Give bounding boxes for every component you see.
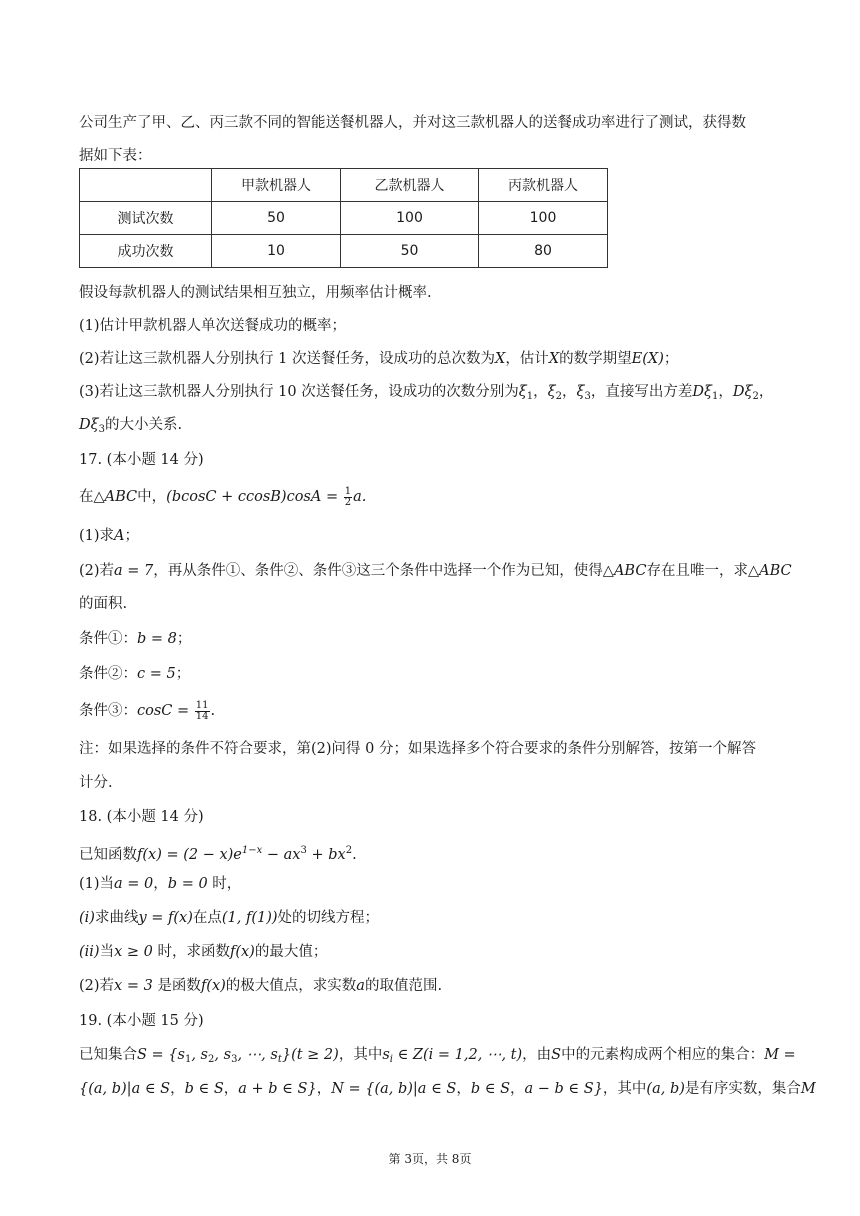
q17-condition-1: 条件①：b = 8；	[79, 631, 192, 647]
table-cell: 10	[212, 235, 341, 268]
q18-part-1-ii: (ii)当x ≥ 0 时，求函数f(x)的最大值；	[79, 944, 328, 960]
intro-line-2: 据如下表：	[79, 148, 152, 164]
q17-part-1: (1)求A；	[79, 528, 140, 544]
q19-line-1: 已知集合$S = \{s_1$, $s_2$, $s_3$, ⋯, $s_t\}(t \ge 2)$，其中$s_i$ ∈ Z(i = 1,2, ⋯, t)，由S中的元素构成两个相应的集合：M =	[79, 1047, 796, 1065]
q19-line-2: {(a, b)|a ∈ S，b ∈ S，a + b ∈ S}，N = {(a, b)|a ∈ S，b ∈ S，a − b ∈ S}，其中(a, b)是有序实数，集合M	[79, 1081, 816, 1097]
q19-header: 19. (本小题 15 分)	[79, 1013, 204, 1029]
table-cell: 成功次数	[80, 235, 212, 268]
table-cell: 测试次数	[80, 202, 212, 235]
table-row	[80, 202, 608, 235]
q17-condition-3: 条件③：cosC = $\frac{11}{14}$ .	[79, 699, 216, 722]
table-cell: 50	[212, 202, 341, 235]
q18-part-1-i: (i)求曲线y = f(x)在点(1, f(1))处的切线方程；	[79, 910, 380, 926]
table-row	[80, 235, 608, 268]
robot-test-table	[79, 168, 608, 268]
table-header-cell: 甲款机器人	[212, 169, 341, 202]
table-header-row	[80, 169, 608, 202]
table-cell: 100	[479, 202, 608, 235]
q17-note-1: 注：如果选择的条件不符合要求，第(2)问得 0 分；如果选择多个符合要求的条件分别解答，按第一个解答	[79, 741, 756, 757]
table-cell: 100	[341, 202, 479, 235]
q17-condition: 在△ABC中，(bcosC + ccosB)cosA = $\frac{1}{2}$ a.	[79, 485, 367, 508]
fraction-eleven-fourteenths: $\frac{11}{14}$	[195, 699, 209, 722]
fraction-half: $\frac{1}{2}$	[344, 485, 352, 508]
page-footer: 第 3页，共 8页	[388, 1152, 472, 1166]
table-cell: 80	[479, 235, 608, 268]
table-header-cell: 丙款机器人	[479, 169, 608, 202]
q17-part-2-cont: 的面积.	[79, 596, 128, 612]
q16-part-1: (1)估计甲款机器人单次送餐成功的概率；	[79, 318, 347, 334]
q17-header: 17. (本小题 14 分)	[79, 452, 204, 468]
table-cell: 50	[341, 235, 479, 268]
q16-part-3-cont: $D\xi_3$的大小关系.	[79, 417, 183, 435]
intro-line-1: 公司生产了甲、乙、丙三款不同的智能送餐机器人，并对这三款机器人的送餐成功率进行了测试，获得数	[79, 115, 746, 131]
q17-condition-2: 条件②：c = 5；	[79, 666, 191, 682]
q18-given: 已知函数$f(x) = (2 - x)e^{1-x} - ax^3 + bx^2$.	[79, 845, 357, 863]
q16-part-3: (3)若让这三款机器人分别执行 10 次送餐任务，设成功的次数分别为$\xi_1$，$\xi_2$，$\xi_3$，直接写出方差$D\xi_1$，$D\xi_2$，	[79, 384, 774, 402]
table-header-cell	[80, 169, 212, 202]
q18-header: 18. (本小题 14 分)	[79, 809, 204, 825]
q17-part-2: (2)若a = 7，再从条件①、条件②、条件③这三个条件中选择一个作为已知，使得△ABC存在且唯一，求△ABC	[79, 563, 792, 579]
q17-note-2: 计分.	[79, 775, 113, 791]
q18-part-1: (1)当a = 0，b = 0 时，	[79, 876, 242, 892]
table-header-cell: 乙款机器人	[341, 169, 479, 202]
q18-part-2: (2)若x = 3 是函数f(x)的极大值点，求实数a的取值范围.	[79, 978, 443, 994]
q16-assumption: 假设每款机器人的测试结果相互独立，用频率估计概率.	[79, 285, 432, 301]
q16-part-2: (2)若让这三款机器人分别执行 1 次送餐任务，设成功的总次数为X，估计X的数学期望E(X)；	[79, 351, 679, 367]
